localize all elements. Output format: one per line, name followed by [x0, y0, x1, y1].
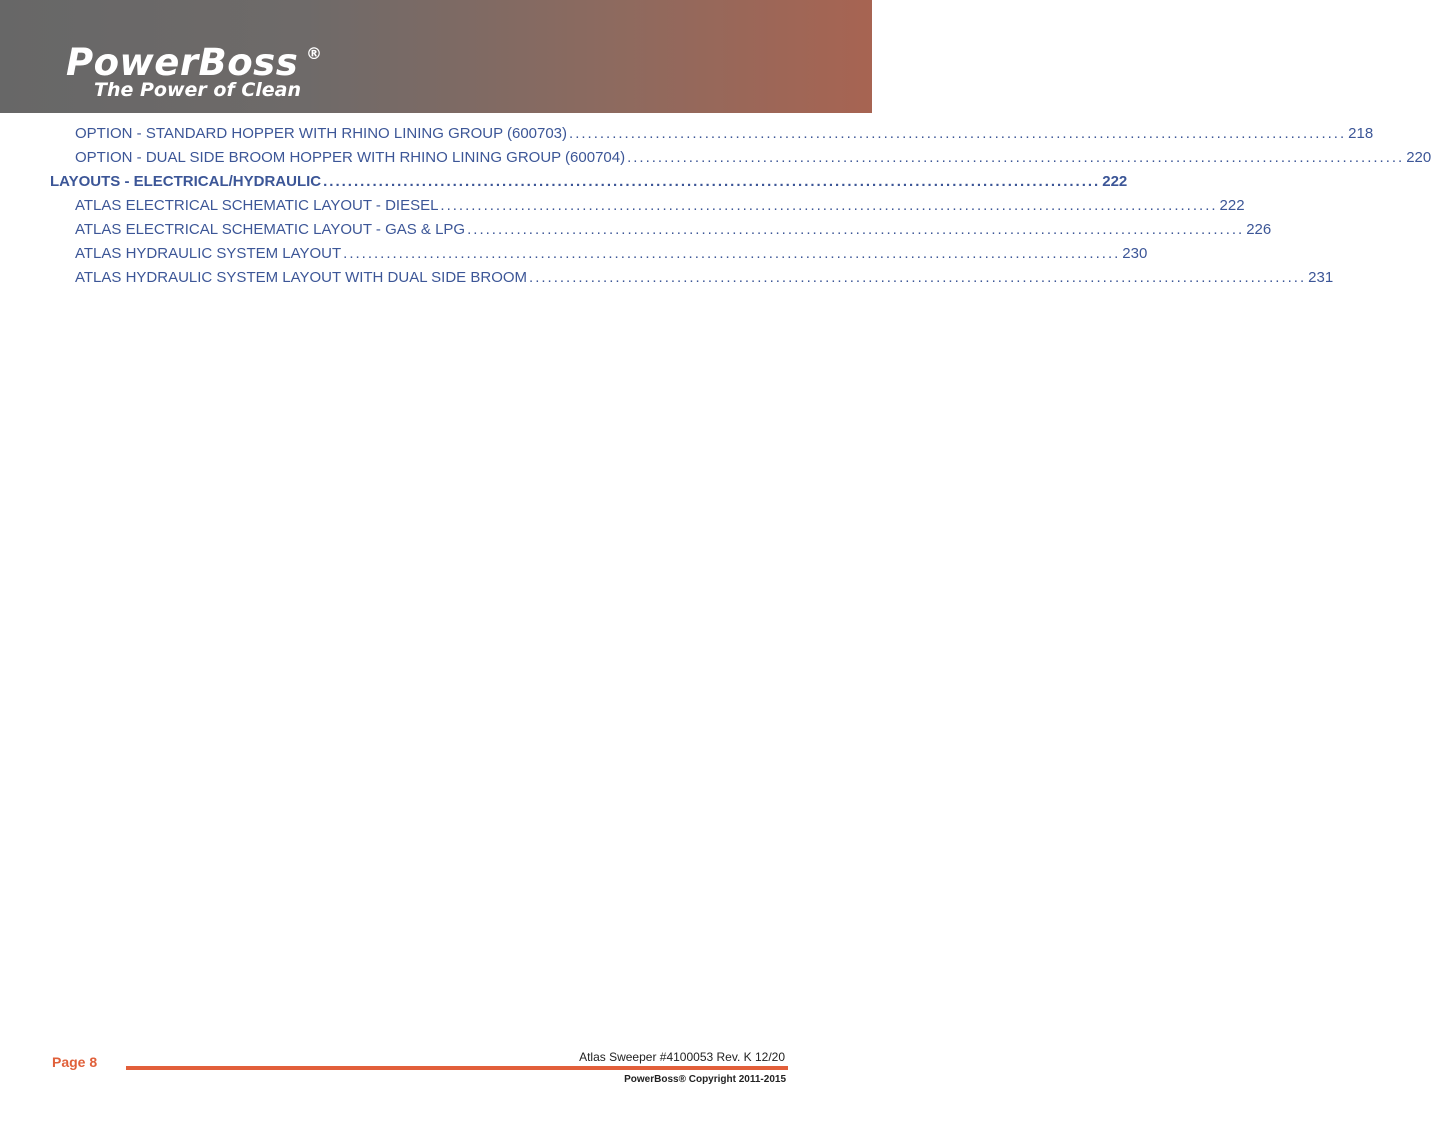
logo-tagline: The Power of Clean: [94, 79, 302, 101]
toc-dot-leader: ..............................................................................................................................: [440, 197, 1218, 214]
toc-entry-title: OPTION - DUAL SIDE BROOM HOPPER WITH RHINO LINING GROUP (600704): [75, 149, 626, 166]
toc-dot-leader: ..............................................................................................................................: [569, 125, 1347, 142]
document-revision: Atlas Sweeper #4100053 Rev. K 12/20: [579, 1050, 785, 1064]
toc-entry-title: ATLAS ELECTRICAL SCHEMATIC LAYOUT - GAS & LPG: [75, 221, 466, 238]
toc-section-entry[interactable]: [50, 172, 1128, 192]
toc-entry-title: LAYOUTS - ELECTRICAL/HYDRAULIC: [50, 173, 322, 190]
toc-dot-leader: ..............................................................................................................................: [467, 221, 1245, 238]
logo-brand-name: PowerBoss: [66, 41, 299, 84]
toc-entry-page: 220: [1406, 149, 1431, 166]
toc-entry[interactable]: [75, 124, 1374, 144]
toc-entry[interactable]: [75, 148, 1431, 168]
page-header-banner: [0, 0, 872, 113]
copyright-notice: PowerBoss® Copyright 2011-2015: [624, 1074, 786, 1085]
toc-entry[interactable]: [75, 196, 1245, 216]
toc-entry[interactable]: [75, 244, 1148, 264]
toc-entry-page: 222: [1102, 173, 1128, 190]
toc-entry-page: 231: [1308, 269, 1334, 286]
toc-entry-title: ATLAS HYDRAULIC SYSTEM LAYOUT WITH DUAL SIDE BROOM: [75, 269, 528, 286]
logo-registered-mark: ®: [306, 44, 322, 63]
toc-entry-title: ATLAS HYDRAULIC SYSTEM LAYOUT: [75, 245, 342, 262]
toc-entry-page: 226: [1246, 221, 1272, 238]
toc-dot-leader: ..............................................................................................................................: [529, 269, 1307, 286]
toc-dot-leader: ..............................................................................................................................: [323, 173, 1101, 190]
footer-rule: [126, 1066, 788, 1070]
page-number: Page 8: [52, 1054, 98, 1070]
toc-entry[interactable]: [75, 220, 1272, 240]
powerboss-logo: [66, 41, 322, 101]
toc-dot-leader: ..............................................................................................................................: [627, 149, 1405, 166]
toc-entry-page: 230: [1122, 245, 1148, 262]
toc-entry[interactable]: [75, 268, 1334, 288]
toc-entry-title: OPTION - STANDARD HOPPER WITH RHINO LINING GROUP (600703): [75, 125, 568, 142]
toc-entry-title: ATLAS ELECTRICAL SCHEMATIC LAYOUT - DIESEL: [75, 197, 439, 214]
toc-entry-page: 218: [1348, 125, 1374, 142]
toc-entry-page: 222: [1219, 197, 1245, 214]
toc-dot-leader: ..............................................................................................................................: [343, 245, 1121, 262]
